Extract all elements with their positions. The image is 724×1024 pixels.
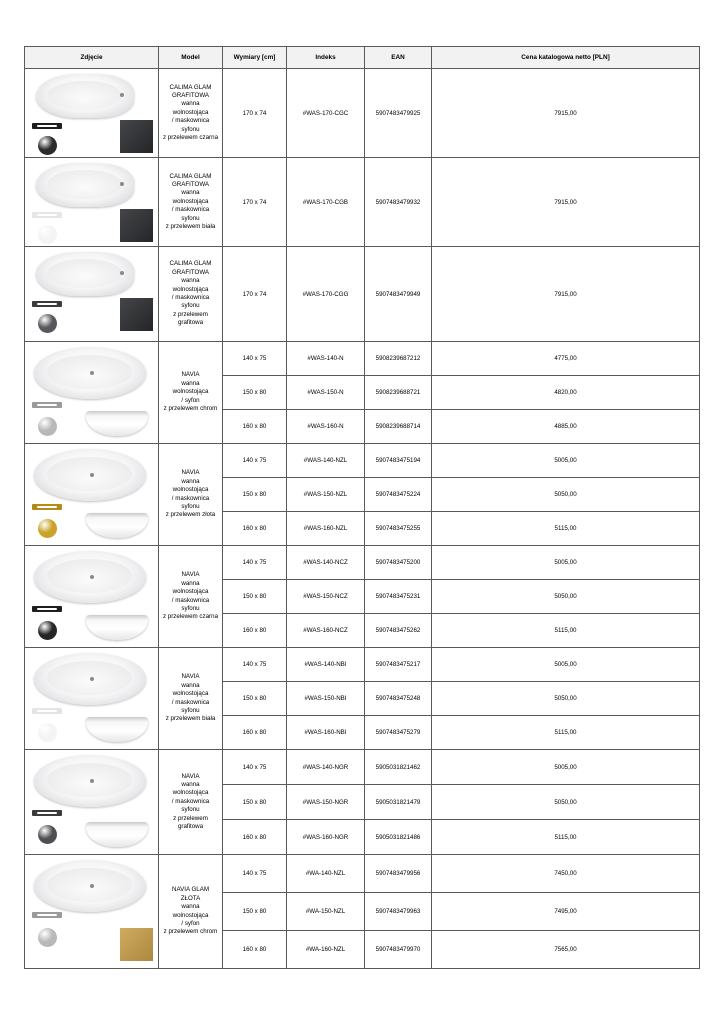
dimensions-cell: 140 x 75 [223,750,287,785]
dimensions-cell: 140 x 75 [223,342,287,376]
model-line: z przelewem czarna [162,613,219,621]
drain-cover-icon [38,225,57,244]
model-line: wanna [181,379,200,387]
table-header-row [25,47,700,69]
navia-bathtub-image [26,547,158,647]
bathtub-side-view-icon [86,615,148,640]
drain-icon [120,182,124,186]
material-swatch-icon [120,120,153,153]
model-line: GRAFITOWA [171,91,210,99]
model-line: / syfon [181,396,200,404]
overflow-cover-icon [32,606,62,612]
model-line: wanna [181,579,200,587]
ean-cell: 5905031821479 [365,785,432,820]
table-row [25,750,700,785]
price-cell: 5115,00 [432,512,700,546]
model-line: wolnostojąca [172,108,209,116]
ean-cell: 5907483475194 [365,444,432,478]
navia-bathtub-image [26,445,158,545]
overflow-cover-icon [32,708,62,714]
drain-cover-icon [38,519,57,538]
product-model-cell [159,546,223,648]
index-cell: #WA-160-NZL [287,931,365,969]
drain-cover-icon [38,928,57,947]
model-line: ZŁOTA [180,894,201,902]
drain-cover-icon [38,825,57,844]
product-photo-cell [25,750,159,855]
bathtub-top-view-icon [36,163,134,207]
dimensions-cell: 150 x 80 [223,580,287,614]
bathtub-top-view-icon [36,252,134,296]
price-cell: 7915,00 [432,247,700,342]
product-photo-cell [25,855,159,969]
dimensions-cell: 170 x 74 [223,158,287,247]
model-line: syfonu [181,125,200,133]
dimensions-cell: 160 x 80 [223,820,287,855]
bathtub-top-view-icon [34,551,146,603]
price-cell: 7915,00 [432,69,700,158]
ean-cell: 5907483479970 [365,931,432,969]
product-model-cell [159,158,223,247]
model-line: syfonu [181,706,200,714]
index-cell: #WAS-150-NBI [287,682,365,716]
price-cell: 5050,00 [432,478,700,512]
bathtub-top-view-icon [34,653,146,705]
bathtub-top-view-icon [34,449,146,501]
model-line: wanna [181,477,200,485]
model-line: NAVIA GLAM [171,886,210,894]
bathtub-basin-icon [47,259,121,288]
ean-cell: 5907483479963 [365,893,432,931]
bathtub-basin-icon [47,170,121,199]
model-line: wolnostojąca [172,388,209,396]
drain-cover-icon [38,723,57,742]
drain-icon [120,93,124,97]
model-line: wanna [181,100,200,108]
model-line: wolnostojąca [172,486,209,494]
price-cell: 4775,00 [432,342,700,376]
index-cell: #WAS-160-NBI [287,716,365,750]
model-line: wanna [181,780,200,788]
model-line: wanna [181,681,200,689]
price-cell: 5005,00 [432,546,700,580]
dimensions-cell: 150 x 80 [223,785,287,820]
ean-cell: 5907483479956 [365,855,432,893]
price-cell: 5050,00 [432,785,700,820]
overflow-cover-icon [32,504,62,510]
model-line: wanna [181,903,200,911]
material-swatch-icon [120,928,153,961]
model-line: / syfon [181,919,200,927]
price-cell: 5115,00 [432,820,700,855]
bathtub-side-view-icon [86,717,148,742]
calima-bathtub-image [26,159,158,246]
price-cell: 5115,00 [432,614,700,648]
model-line: z przelewem [173,310,208,318]
price-list-table [24,46,700,969]
ean-cell: 5908239687212 [365,342,432,376]
bathtub-top-view-icon [34,755,146,807]
index-cell: #WAS-140-NBI [287,648,365,682]
header-model: Model [159,47,223,69]
model-line: NAVIA [181,571,200,579]
index-cell: #WAS-140-N [287,342,365,376]
overflow-cover-icon [32,123,62,129]
model-line: wolnostojąca [172,789,209,797]
dimensions-cell: 140 x 75 [223,855,287,893]
index-cell: #WAS-140-NCZ [287,546,365,580]
ean-cell: 5908239688714 [365,410,432,444]
table-row [25,546,700,580]
model-line: syfonu [181,214,200,222]
price-cell: 4885,00 [432,410,700,444]
model-line: / maskownica [171,797,210,805]
model-line: syfonu [181,604,200,612]
model-line: wolnostojąca [172,588,209,596]
dimensions-cell: 160 x 80 [223,512,287,546]
model-line: / maskownica [171,596,210,604]
model-line: wanna [181,277,200,285]
dimensions-cell: 170 x 74 [223,247,287,342]
product-model-cell [159,247,223,342]
price-cell: 4820,00 [432,376,700,410]
product-photo-cell [25,158,159,247]
index-cell: #WAS-170-CGB [287,158,365,247]
model-line: NAVIA [181,772,200,780]
bathtub-side-view-icon [86,411,148,436]
price-cell: 7495,00 [432,893,700,931]
price-cell: 5050,00 [432,580,700,614]
dimensions-cell: 160 x 80 [223,931,287,969]
dimensions-cell: 160 x 80 [223,614,287,648]
table-row [25,158,700,247]
dimensions-cell: 150 x 80 [223,893,287,931]
header-price: Cena katalogowa netto [PLN] [432,47,700,69]
header-ean: EAN [365,47,432,69]
navia-glam-bathtub-image [26,856,158,968]
model-line: z przelewem chrom [163,928,218,936]
overflow-cover-icon [32,402,62,408]
model-line: wolnostojąca [172,285,209,293]
dimensions-cell: 150 x 80 [223,376,287,410]
dimensions-cell: 160 x 80 [223,716,287,750]
table-row [25,247,700,342]
bathtub-side-view-icon [86,822,148,847]
ean-cell: 5907483475217 [365,648,432,682]
table-row [25,69,700,158]
ean-cell: 5907483475262 [365,614,432,648]
dimensions-cell: 150 x 80 [223,682,287,716]
overflow-cover-icon [32,912,62,918]
index-cell: #WAS-160-N [287,410,365,444]
ean-cell: 5905031821486 [365,820,432,855]
ean-cell: 5907483479949 [365,247,432,342]
material-swatch-icon [120,209,153,242]
ean-cell: 5907483475255 [365,512,432,546]
calima-bathtub-image [26,248,158,341]
ean-cell: 5908239688721 [365,376,432,410]
bathtub-top-view-icon [34,860,146,912]
model-line: NAVIA [181,371,200,379]
model-line: CALIMA GLAM [169,260,212,268]
price-cell: 7450,00 [432,855,700,893]
bathtub-side-view-icon [86,513,148,538]
model-line: z przelewem złota [165,511,216,519]
price-cell: 5005,00 [432,648,700,682]
ean-cell: 5907483479932 [365,158,432,247]
model-line: grafitowa [177,319,204,327]
ean-cell: 5907483479925 [365,69,432,158]
ean-cell: 5907483475200 [365,546,432,580]
model-line: z przelewem [173,814,208,822]
product-photo-cell [25,342,159,444]
product-photo-cell [25,648,159,750]
dimensions-cell: 140 x 75 [223,648,287,682]
drain-icon [120,271,124,275]
model-line: / maskownica [171,206,210,214]
model-line: syfonu [181,806,200,814]
product-photo-cell [25,444,159,546]
index-cell: #WAS-170-CGG [287,247,365,342]
price-cell: 5115,00 [432,716,700,750]
index-cell: #WAS-150-NCZ [287,580,365,614]
model-line: z przelewem biała [165,223,216,231]
dimensions-cell: 140 x 75 [223,444,287,478]
model-line: syfonu [181,302,200,310]
navia-bathtub-image [26,751,158,854]
model-line: z przelewem czarna [162,134,219,142]
index-cell: #WAS-160-NGR [287,820,365,855]
model-line: wanna [181,189,200,197]
material-swatch-icon [120,298,153,331]
model-line: CALIMA GLAM [169,172,212,180]
dimensions-cell: 140 x 75 [223,546,287,580]
ean-cell: 5907483475224 [365,478,432,512]
overflow-cover-icon [32,212,62,218]
header-photo: Zdjęcie [25,47,159,69]
overflow-cover-icon [32,810,62,816]
model-line: GRAFITOWA [171,268,210,276]
dimensions-cell: 170 x 74 [223,69,287,158]
model-line: / maskownica [171,698,210,706]
navia-bathtub-image [26,343,158,443]
model-line: / maskownica [171,494,210,502]
product-photo-cell [25,69,159,158]
calima-bathtub-image [26,70,158,157]
ean-cell: 5907483475248 [365,682,432,716]
navia-bathtub-image [26,649,158,749]
model-line: / maskownica [171,117,210,125]
index-cell: #WAS-140-NZL [287,444,365,478]
index-cell: #WAS-160-NZL [287,512,365,546]
drain-cover-icon [38,621,57,640]
index-cell: #WA-150-NZL [287,893,365,931]
price-cell: 5005,00 [432,750,700,785]
dimensions-cell: 160 x 80 [223,410,287,444]
model-line: syfonu [181,502,200,510]
drain-cover-icon [38,314,57,333]
table-row [25,648,700,682]
product-model-cell [159,69,223,158]
index-cell: #WAS-150-NGR [287,785,365,820]
model-line: CALIMA GLAM [169,83,212,91]
ean-cell: 5907483475279 [365,716,432,750]
model-line: NAVIA [181,673,200,681]
table-row [25,342,700,376]
index-cell: #WAS-170-CGC [287,69,365,158]
product-model-cell [159,855,223,969]
model-line: wolnostojąca [172,197,209,205]
model-line: GRAFITOWA [171,180,210,188]
ean-cell: 5907483475231 [365,580,432,614]
header-dimensions: Wymiary [cm] [223,47,287,69]
index-cell: #WAS-150-NZL [287,478,365,512]
price-cell: 5005,00 [432,444,700,478]
product-model-cell [159,444,223,546]
header-index: Indeks [287,47,365,69]
price-cell: 7565,00 [432,931,700,969]
model-line: z przelewem chrom [163,405,218,413]
model-line: / maskownica [171,294,210,301]
drain-cover-icon [38,136,57,155]
drain-cover-icon [38,417,57,436]
model-line: grafitowa [177,823,204,831]
product-photo-cell [25,247,159,342]
table-row [25,855,700,893]
price-cell: 7915,00 [432,158,700,247]
bathtub-top-view-icon [34,347,146,399]
bathtub-top-view-icon [36,74,134,118]
product-model-cell [159,750,223,855]
table-row [25,444,700,478]
index-cell: #WAS-140-NGR [287,750,365,785]
ean-cell: 5905031821462 [365,750,432,785]
index-cell: #WAS-160-NCZ [287,614,365,648]
dimensions-cell: 150 x 80 [223,478,287,512]
model-line: z przelewem biała [165,715,216,723]
overflow-cover-icon [32,301,62,307]
index-cell: #WAS-150-N [287,376,365,410]
model-line: wolnostojąca [172,911,209,919]
index-cell: #WA-140-NZL [287,855,365,893]
price-cell: 5050,00 [432,682,700,716]
bathtub-basin-icon [47,81,121,110]
product-model-cell [159,648,223,750]
model-line: wolnostojąca [172,690,209,698]
product-photo-cell [25,546,159,648]
model-line: NAVIA [181,469,200,477]
product-model-cell [159,342,223,444]
